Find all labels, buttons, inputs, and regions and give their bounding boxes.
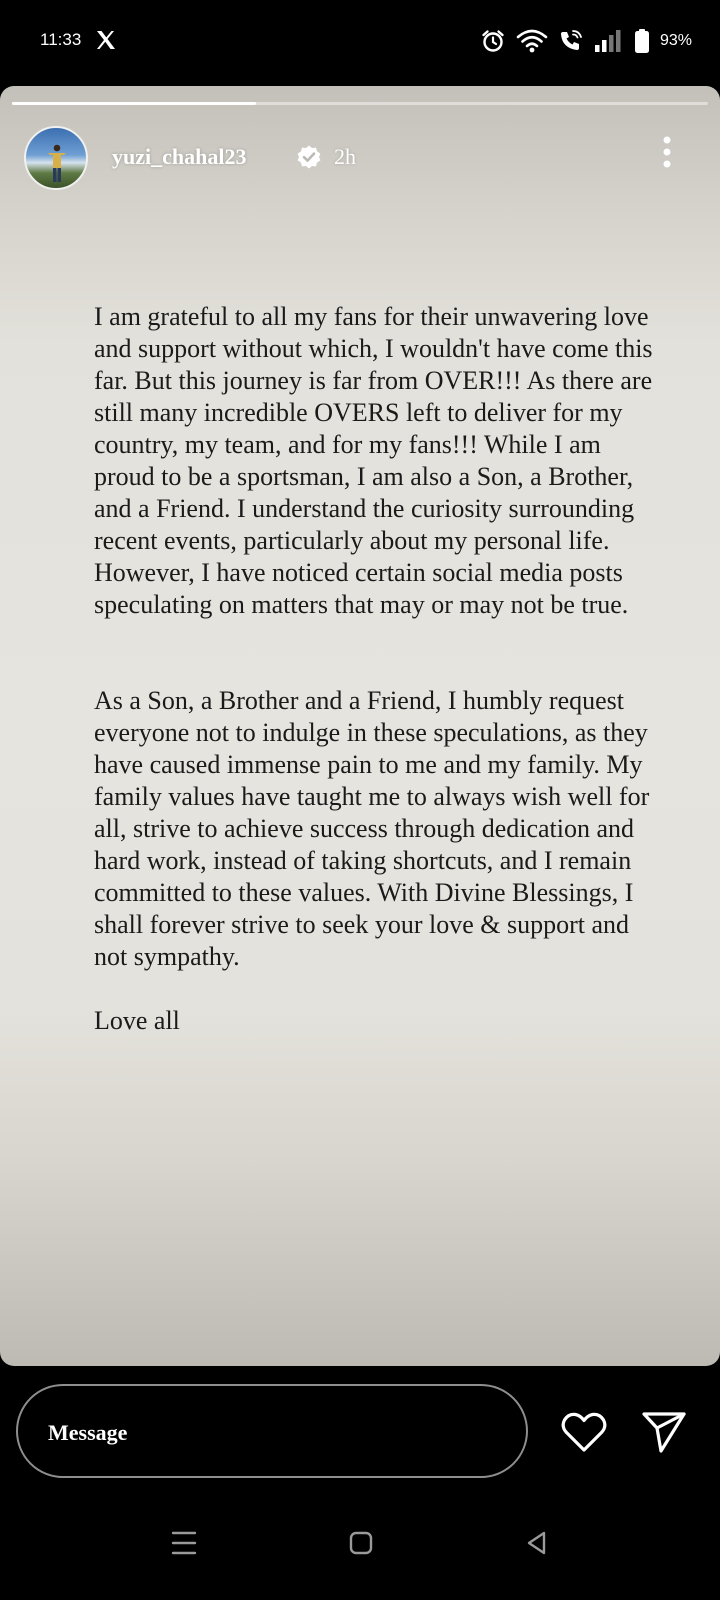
wifi-call-icon: [558, 28, 584, 54]
battery-icon: [634, 28, 650, 54]
heart-icon[interactable]: [560, 1410, 608, 1454]
message-placeholder: Message: [48, 1420, 128, 1445]
username[interactable]: yuzi_chahal23: [112, 144, 247, 169]
story-text: [94, 301, 654, 1037]
status-bar: [0, 0, 720, 86]
home-icon[interactable]: [348, 1530, 374, 1556]
verified-badge-icon: [296, 144, 322, 170]
story-progress-fill: [12, 102, 256, 105]
back-icon[interactable]: [524, 1530, 550, 1556]
alarm-icon: [480, 28, 506, 54]
recent-apps-icon[interactable]: [170, 1530, 198, 1556]
avatar-person-image: [48, 144, 66, 182]
message-input[interactable]: [16, 1384, 528, 1478]
story-paragraph: As a Son, a Brother and a Friend, I humbly request everyone not to indulge in these speculations, as they have caused immense pain to me and my family. My family values have taught me to always wish well for all, strive to achieve success through dedication and hard work, instead of taking shortcuts, and I remain committed to these values. With Divine Blessings, I shall forever strive to seek your love & support and not sympathy.: [94, 686, 650, 971]
reply-bar: [0, 1366, 720, 1496]
story-card[interactable]: [0, 86, 720, 1366]
more-options-icon[interactable]: [660, 134, 674, 174]
avatar[interactable]: [24, 126, 88, 190]
status-icons: [480, 26, 692, 56]
story-sign-off: Love all: [94, 1006, 180, 1035]
status-time: 11:33: [40, 30, 82, 49]
story-progress-bar: [12, 102, 708, 105]
story-time-ago: 2h: [334, 144, 356, 169]
system-navigation-bar: [0, 1496, 720, 1600]
story-paragraph: I am grateful to all my fans for their unwavering love and support without which, I wouldn't have come this far. But this journey is far from OVER!!! As there are still many incredible OVERS left to deliver for my country, my team, and for my fans!!! While I am proud to be a sportsman, I am also a Son, a Brother, and a Friend. I understand the curiosity surrounding recent events, particularly about my personal life. However, I have noticed certain social media posts speculating on matters that may or may not be true.: [94, 302, 653, 619]
battery-percentage: 93%: [659, 32, 692, 49]
send-icon[interactable]: [640, 1410, 688, 1454]
signal-icon: [594, 28, 624, 54]
x-logo-icon: [94, 28, 118, 52]
wifi-icon: [516, 28, 548, 54]
